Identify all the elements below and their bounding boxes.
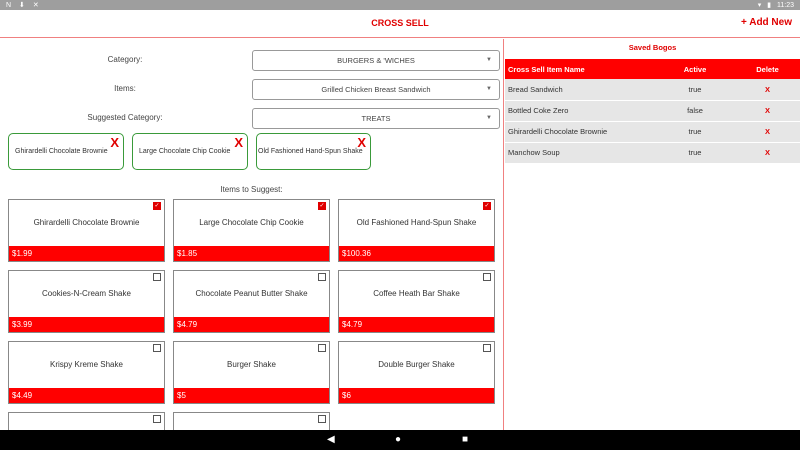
bogo-name: Bread Sandwich (505, 79, 655, 100)
item-price: $4.79 (339, 317, 494, 332)
item-card[interactable] (338, 341, 495, 404)
suggested-category-label: Suggested Category: (87, 113, 163, 122)
page-title: CROSS SELL (371, 18, 429, 28)
item-card[interactable] (338, 270, 495, 333)
bogo-active: true (655, 142, 735, 163)
column-header-delete: Delete (735, 59, 800, 79)
item-name: Old Fashioned Hand-Spun Shake (356, 218, 477, 227)
chip-label: Ghirardelli Chocolate Brownie (15, 148, 108, 155)
chip-label: Old Fashioned Hand-Spun Shake (258, 148, 363, 155)
battery-icon: ▮ (767, 2, 772, 9)
notification-icon: N (6, 2, 12, 9)
status-bar (0, 0, 800, 10)
item-card[interactable] (8, 341, 165, 404)
item-card[interactable] (8, 270, 165, 333)
item-checkbox[interactable] (318, 415, 326, 423)
download-icon: ⬇ (19, 2, 25, 9)
remove-chip-button[interactable]: X (357, 135, 366, 150)
item-price: $100.36 (339, 246, 494, 261)
items-row (0, 79, 503, 100)
cross-sell-form (0, 39, 503, 430)
items-select[interactable] (252, 79, 500, 100)
system-nav-bar (0, 430, 800, 450)
home-icon[interactable]: ● (395, 434, 402, 445)
bogo-active: true (655, 121, 735, 142)
chevron-down-icon: ▼ (486, 115, 492, 121)
item-name: Cookies-N-Cream Shake (42, 289, 131, 298)
column-header-active: Active (655, 59, 735, 79)
item-checkbox[interactable] (153, 273, 161, 281)
item-checkbox[interactable] (483, 273, 491, 281)
item-price: $4.79 (174, 317, 329, 332)
table-header-row (505, 59, 800, 79)
item-card[interactable] (173, 270, 330, 333)
item-name: Coffee Heath Bar Shake (373, 289, 460, 298)
items-value: Grilled Chicken Breast Sandwich (321, 85, 431, 94)
item-checkbox[interactable] (153, 344, 161, 352)
recents-icon[interactable]: ■ (462, 434, 469, 445)
item-card[interactable] (338, 199, 495, 262)
items-label: Items: (114, 84, 136, 93)
delete-button[interactable]: X (735, 79, 800, 100)
item-name: Ghirardelli Chocolate Brownie (33, 218, 140, 227)
chip-label: Large Chocolate Chip Cookie (139, 148, 231, 155)
table-row[interactable] (505, 142, 800, 163)
item-price: $4.49 (9, 388, 164, 403)
bogo-active: false (655, 100, 735, 121)
notification-icon: ✕ (32, 2, 39, 9)
chevron-down-icon: ▼ (486, 57, 492, 63)
saved-bogos-table (505, 59, 800, 164)
selected-item-chip (8, 133, 124, 170)
item-checkbox[interactable] (318, 273, 326, 281)
item-price: $1.85 (174, 246, 329, 261)
item-card[interactable] (8, 199, 165, 262)
delete-button[interactable]: X (735, 100, 800, 121)
table-row[interactable] (505, 79, 800, 100)
remove-chip-button[interactable]: X (234, 135, 243, 150)
item-checkbox[interactable]: ✓ (484, 203, 490, 209)
item-name: Large Chocolate Chip Cookie (199, 218, 304, 227)
item-card[interactable] (173, 341, 330, 404)
suggested-category-value: TREATS (361, 114, 391, 123)
back-icon[interactable]: ◀ (327, 434, 335, 445)
item-name: Krispy Kreme Shake (50, 360, 123, 369)
item-price: $3.99 (9, 317, 164, 332)
delete-button[interactable]: X (735, 142, 800, 163)
delete-button[interactable]: X (735, 121, 800, 142)
item-card[interactable] (173, 412, 330, 430)
table-row[interactable] (505, 121, 800, 142)
item-checkbox[interactable] (483, 344, 491, 352)
item-checkbox[interactable]: ✓ (154, 203, 160, 209)
chevron-down-icon: ▼ (486, 86, 492, 92)
add-new-button[interactable]: + Add New (740, 17, 792, 28)
items-to-suggest-heading: Items to Suggest: (220, 185, 283, 194)
category-value: BURGERS & 'WICHES (337, 56, 415, 65)
item-price: $6 (339, 388, 494, 403)
item-card[interactable] (8, 412, 165, 430)
remove-chip-button[interactable]: X (110, 135, 119, 150)
clock: 11:23 (777, 2, 794, 9)
category-row (0, 50, 503, 71)
panel-divider (503, 39, 504, 430)
item-checkbox[interactable] (318, 344, 326, 352)
item-name: Burger Shake (227, 360, 276, 369)
selected-item-chip (256, 133, 371, 170)
bogo-name: Bottled Coke Zero (505, 100, 655, 121)
item-checkbox[interactable] (153, 415, 161, 423)
status-bar-notifications (6, 1, 45, 9)
bogo-active: true (655, 79, 735, 100)
suggested-category-row (0, 108, 503, 129)
column-header-name: Cross Sell Item Name (505, 59, 655, 79)
saved-bogos-title: Saved Bogos (628, 43, 677, 52)
category-label: Category: (107, 55, 143, 64)
saved-bogos-panel (505, 39, 800, 430)
selected-item-chip (132, 133, 248, 170)
item-price: $1.99 (9, 246, 164, 261)
suggested-category-select[interactable] (252, 108, 500, 129)
item-name: Double Burger Shake (378, 360, 455, 369)
wifi-icon: ▾ (757, 2, 762, 9)
status-bar-system (754, 1, 794, 9)
category-select[interactable] (252, 50, 500, 71)
item-card[interactable] (173, 199, 330, 262)
app-header (0, 10, 800, 38)
bogo-name: Manchow Soup (505, 142, 655, 163)
item-name: Chocolate Peanut Butter Shake (195, 289, 308, 298)
item-checkbox[interactable]: ✓ (319, 203, 325, 209)
bogo-name: Ghirardelli Chocolate Brownie (505, 121, 655, 142)
item-price: $5 (174, 388, 329, 403)
table-row[interactable] (505, 100, 800, 121)
